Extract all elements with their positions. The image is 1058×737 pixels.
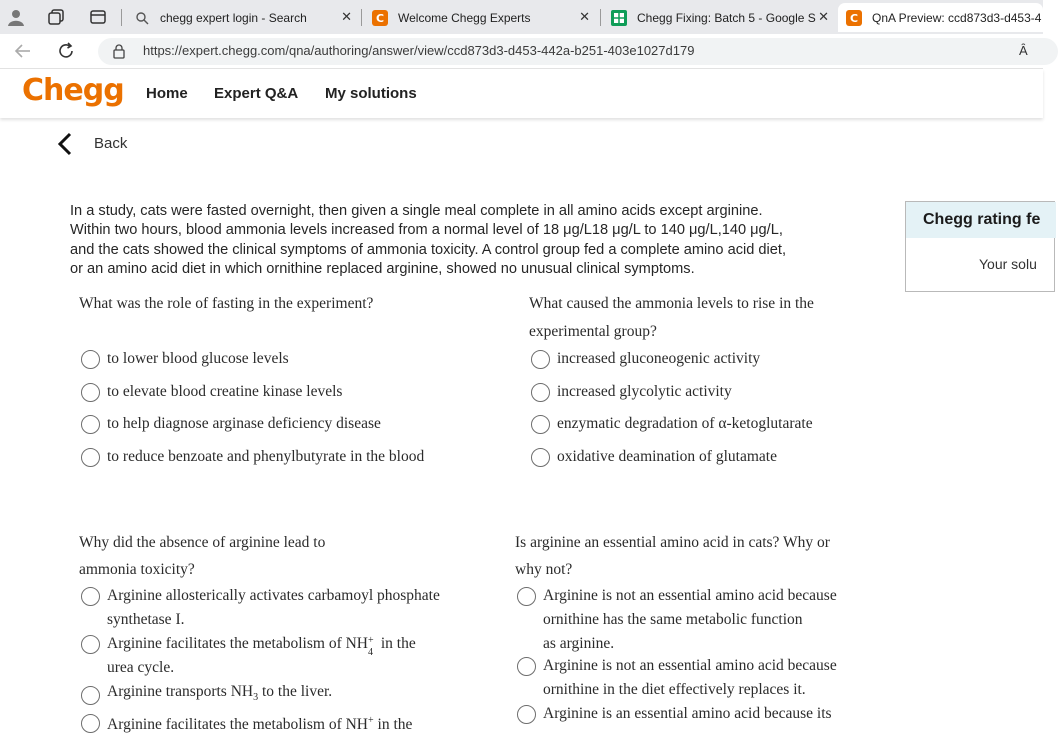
- radio-button[interactable]: [81, 587, 100, 606]
- refresh-icon[interactable]: [56, 41, 76, 66]
- profile-icon[interactable]: [6, 7, 26, 27]
- question-line: experimental group?: [529, 323, 657, 340]
- tab-qna-preview[interactable]: [838, 3, 1043, 32]
- option-label: [107, 680, 332, 710]
- radio-button[interactable]: [531, 383, 550, 402]
- chegg-favicon-icon: [846, 10, 862, 26]
- option-label: [107, 709, 412, 737]
- tab-actions-icon[interactable]: [88, 7, 108, 27]
- tab-separator: [361, 9, 362, 26]
- superscript: +: [368, 715, 374, 726]
- intro-line: Within two hours, blood ammonia levels increased from a normal level of 18 μg/L18 μg/L to 140 μg/L,140 μg/L,: [70, 222, 783, 239]
- tab-search[interactable]: [126, 3, 358, 32]
- radio-button[interactable]: [531, 415, 550, 434]
- close-icon[interactable]: ✕: [579, 9, 590, 24]
- close-icon[interactable]: ✕: [341, 9, 352, 24]
- tab-title: chegg expert login - Search: [160, 10, 307, 25]
- tab-google-sheets[interactable]: [603, 3, 835, 32]
- q3-option[interactable]: [81, 709, 412, 737]
- rating-title: Chegg rating fe: [923, 211, 1041, 228]
- q3-option[interactable]: [81, 632, 416, 656]
- option-continuation: synthetase I.: [107, 611, 185, 628]
- tab-welcome-chegg[interactable]: [364, 3, 596, 32]
- back-chevron-icon[interactable]: [56, 131, 74, 157]
- question-line: Is arginine an essential amino acid in cats? Why or: [515, 534, 830, 551]
- read-aloud-icon[interactable]: Ȃ: [1019, 43, 1028, 58]
- option-text: in the: [373, 716, 413, 734]
- radio-button[interactable]: [517, 657, 536, 676]
- q1-question: What was the role of fasting in the experiment?: [79, 295, 374, 312]
- subscript: 3: [253, 692, 259, 704]
- question-line: ammonia toxicity?: [79, 561, 195, 578]
- q2-option[interactable]: increased gluconeogenic activity: [531, 347, 760, 371]
- q3-question: [79, 529, 325, 583]
- close-icon[interactable]: ✕: [818, 9, 829, 24]
- option-continuation: urea cycle.: [107, 659, 175, 676]
- q4-option[interactable]: Arginine is not an essential amino acid because: [517, 654, 837, 678]
- back-arrow-icon[interactable]: [13, 41, 33, 66]
- q1-option[interactable]: to help diagnose arginase deficiency disease: [81, 412, 381, 436]
- q2-option[interactable]: oxidative deamination of glutamate: [531, 445, 777, 469]
- tab-title: QnA Preview: ccd873d3-d453-4: [872, 10, 1042, 25]
- chegg-logo[interactable]: Chegg: [22, 73, 124, 108]
- q3-option[interactable]: [81, 680, 332, 710]
- back-link[interactable]: Back: [94, 135, 128, 152]
- q4-option[interactable]: Arginine is not an essential amino acid because: [517, 584, 837, 608]
- option-continuation: as arginine.: [543, 635, 615, 652]
- radio-button[interactable]: [531, 448, 550, 467]
- tab-title: Welcome Chegg Experts: [398, 10, 531, 25]
- question-line: What caused the ammonia levels to rise in the: [529, 295, 814, 312]
- workspaces-icon[interactable]: [46, 7, 66, 27]
- question-line: why not?: [515, 561, 573, 578]
- option-text: Arginine facilitates the metabolism of NH: [107, 635, 368, 652]
- q3-option[interactable]: Arginine allosterically activates carbamoyl phosphate: [81, 584, 440, 608]
- radio-button[interactable]: [81, 415, 100, 434]
- chegg-favicon-icon: [372, 10, 388, 26]
- q2-option[interactable]: increased glycolytic activity: [531, 380, 732, 404]
- option-text: Arginine transports NH: [107, 683, 254, 700]
- intro-line: In a study, cats were fasted overnight, then given a single meal complete in all amino acids except arginine.: [70, 203, 763, 219]
- nav-home[interactable]: Home: [146, 85, 188, 102]
- radio-button[interactable]: [81, 686, 100, 705]
- q1-option[interactable]: to elevate blood creatine kinase levels: [81, 380, 342, 404]
- rating-subtitle: Your solu: [979, 256, 1037, 272]
- nav-expert-qa[interactable]: Expert Q&A: [214, 85, 299, 102]
- option-text: to the liver.: [258, 683, 333, 700]
- sheets-favicon-icon: [611, 10, 627, 26]
- svg-text:C: C: [849, 11, 859, 25]
- q4-option[interactable]: Arginine is an essential amino acid because its: [517, 702, 832, 726]
- intro-line: and the cats showed the clinical symptoms of ammonia toxicity. A control group fed a complete amino acid diet,: [70, 241, 786, 258]
- option-text: in the: [377, 635, 416, 652]
- question-line: Why did the absence of arginine lead to: [79, 534, 326, 551]
- option-continuation: ornithine has the same metabolic function: [543, 611, 803, 628]
- lock-icon[interactable]: [112, 43, 126, 64]
- tab-separator: [121, 9, 122, 26]
- tab-separator: [600, 9, 601, 26]
- nav-my-solutions[interactable]: My solutions: [325, 85, 417, 102]
- superscript: +: [368, 635, 374, 646]
- q1-option[interactable]: to reduce benzoate and phenylbutyrate in the blood: [81, 445, 424, 469]
- radio-button[interactable]: [81, 714, 100, 733]
- radio-button[interactable]: [81, 635, 100, 654]
- svg-text:C: C: [375, 11, 385, 25]
- radio-button[interactable]: [531, 350, 550, 369]
- question-intro: [70, 202, 870, 280]
- subscript: 4: [368, 647, 373, 658]
- radio-button[interactable]: [517, 587, 536, 606]
- intro-line: or an amino acid diet in which ornithine replaced arginine, showed no unusual clinical symptoms.: [70, 261, 695, 278]
- radio-button[interactable]: [81, 448, 100, 467]
- option-label: [107, 632, 416, 656]
- radio-button[interactable]: [517, 705, 536, 724]
- option-text: Arginine facilitates the metabolism of NH: [107, 716, 368, 734]
- url-text[interactable]: https://expert.chegg.com/qna/authoring/answer/view/ccd873d3-d453-442a-b251-403e1027d179: [143, 43, 695, 58]
- q1-option[interactable]: to lower blood glucose levels: [81, 347, 289, 371]
- q2-option[interactable]: enzymatic degradation of α-ketoglutarate: [531, 412, 813, 436]
- q2-question: [529, 290, 814, 346]
- search-icon: [134, 10, 150, 26]
- option-continuation: ornithine in the diet effectively replaces it.: [543, 681, 806, 698]
- radio-button[interactable]: [81, 350, 100, 369]
- q4-question: [515, 529, 830, 583]
- tab-title: Chegg Fixing: Batch 5 - Google S: [637, 10, 816, 25]
- radio-button[interactable]: [81, 383, 100, 402]
